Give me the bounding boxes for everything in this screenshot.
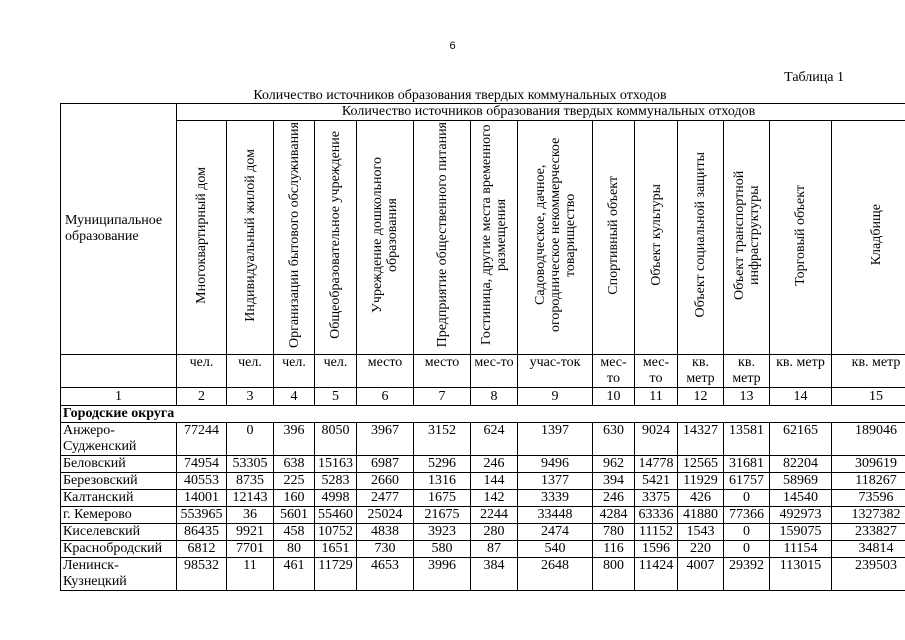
column-header-label: Индивидуальный жилой дом bbox=[242, 148, 258, 322]
municipality-name: Краснобродский bbox=[61, 541, 177, 558]
municipality-name: Калтанский bbox=[61, 490, 177, 507]
value-cell: 11929 bbox=[678, 473, 724, 490]
value-cell: 4653 bbox=[357, 558, 414, 591]
value-cell: 426 bbox=[678, 490, 724, 507]
column-header-label: Предприятие общественного питания bbox=[434, 122, 450, 348]
value-cell: 63336 bbox=[635, 507, 678, 524]
column-header bbox=[635, 121, 678, 355]
value-cell: 233827 bbox=[832, 524, 905, 541]
unit-cell: кв. метр bbox=[832, 355, 905, 388]
unit-cell: учас-ток bbox=[518, 355, 593, 388]
value-cell: 14778 bbox=[635, 456, 678, 473]
units-empty-cell bbox=[61, 355, 177, 388]
unit-cell: кв. метр bbox=[770, 355, 832, 388]
index-cell: 1 bbox=[61, 388, 177, 406]
value-cell: 98532 bbox=[177, 558, 227, 591]
value-cell: 77244 bbox=[177, 423, 227, 456]
value-cell: 1543 bbox=[678, 524, 724, 541]
column-header bbox=[678, 121, 724, 355]
value-cell: 11154 bbox=[770, 541, 832, 558]
value-cell: 394 bbox=[593, 473, 635, 490]
table-caption: Количество источников образования твердых коммунальных отходов bbox=[253, 88, 667, 103]
value-cell: 2648 bbox=[518, 558, 593, 591]
value-cell: 12565 bbox=[678, 456, 724, 473]
value-cell: 10752 bbox=[315, 524, 357, 541]
unit-cell: кв. метр bbox=[724, 355, 770, 388]
value-cell: 113015 bbox=[770, 558, 832, 591]
column-header bbox=[518, 121, 593, 355]
value-cell: 15163 bbox=[315, 456, 357, 473]
value-cell: 9921 bbox=[227, 524, 274, 541]
column-header-label: Объект культуры bbox=[648, 184, 664, 286]
index-cell: 13 bbox=[724, 388, 770, 406]
value-cell: 36 bbox=[227, 507, 274, 524]
unit-cell: чел. bbox=[227, 355, 274, 388]
value-cell: 25024 bbox=[357, 507, 414, 524]
value-cell: 40553 bbox=[177, 473, 227, 490]
value-cell: 41880 bbox=[678, 507, 724, 524]
column-header-label: Гостиница, другие места временного размещения bbox=[479, 124, 509, 346]
value-cell: 553965 bbox=[177, 507, 227, 524]
value-cell: 14001 bbox=[177, 490, 227, 507]
group-header-row bbox=[61, 104, 905, 121]
index-cell: 10 bbox=[593, 388, 635, 406]
value-cell: 6987 bbox=[357, 456, 414, 473]
value-cell: 1596 bbox=[635, 541, 678, 558]
column-header bbox=[177, 121, 227, 355]
value-cell: 8050 bbox=[315, 423, 357, 456]
value-cell: 62165 bbox=[770, 423, 832, 456]
value-cell: 77366 bbox=[724, 507, 770, 524]
municipality-name: Березовский bbox=[61, 473, 177, 490]
value-cell: 220 bbox=[678, 541, 724, 558]
unit-cell: мес-то bbox=[635, 355, 678, 388]
municipality-name: г. Кемерово bbox=[61, 507, 177, 524]
value-cell: 33448 bbox=[518, 507, 593, 524]
column-header bbox=[315, 121, 357, 355]
value-cell: 9024 bbox=[635, 423, 678, 456]
value-cell: 5421 bbox=[635, 473, 678, 490]
table-row bbox=[61, 507, 905, 524]
value-cell: 55460 bbox=[315, 507, 357, 524]
value-cell: 384 bbox=[471, 558, 518, 591]
index-cell: 14 bbox=[770, 388, 832, 406]
value-cell: 280 bbox=[471, 524, 518, 541]
value-cell: 87 bbox=[471, 541, 518, 558]
column-headers-row bbox=[61, 121, 905, 355]
value-cell: 580 bbox=[414, 541, 471, 558]
value-cell: 118267 bbox=[832, 473, 905, 490]
value-cell: 144 bbox=[471, 473, 518, 490]
table-row bbox=[61, 541, 905, 558]
value-cell: 638 bbox=[274, 456, 315, 473]
value-cell: 2477 bbox=[357, 490, 414, 507]
column-header bbox=[770, 121, 832, 355]
value-cell: 5296 bbox=[414, 456, 471, 473]
value-cell: 5601 bbox=[274, 507, 315, 524]
value-cell: 11424 bbox=[635, 558, 678, 591]
value-cell: 624 bbox=[471, 423, 518, 456]
value-cell: 730 bbox=[357, 541, 414, 558]
value-cell: 4998 bbox=[315, 490, 357, 507]
value-cell: 13581 bbox=[724, 423, 770, 456]
value-cell: 3967 bbox=[357, 423, 414, 456]
value-cell: 4007 bbox=[678, 558, 724, 591]
value-cell: 0 bbox=[724, 524, 770, 541]
unit-cell: мес-то bbox=[471, 355, 518, 388]
value-cell: 458 bbox=[274, 524, 315, 541]
value-cell: 31681 bbox=[724, 456, 770, 473]
column-index-row bbox=[61, 388, 905, 406]
unit-cell: место bbox=[357, 355, 414, 388]
table-row bbox=[61, 473, 905, 490]
value-cell: 61757 bbox=[724, 473, 770, 490]
value-cell: 14327 bbox=[678, 423, 724, 456]
value-cell: 2474 bbox=[518, 524, 593, 541]
index-cell: 7 bbox=[414, 388, 471, 406]
column-header bbox=[357, 121, 414, 355]
value-cell: 82204 bbox=[770, 456, 832, 473]
value-cell: 461 bbox=[274, 558, 315, 591]
value-cell: 189046 bbox=[832, 423, 905, 456]
value-cell: 0 bbox=[724, 490, 770, 507]
value-cell: 492973 bbox=[770, 507, 832, 524]
unit-cell: чел. bbox=[315, 355, 357, 388]
value-cell: 116 bbox=[593, 541, 635, 558]
waste-sources-table bbox=[60, 103, 905, 591]
value-cell: 2244 bbox=[471, 507, 518, 524]
municipality-name: Киселевский bbox=[61, 524, 177, 541]
section-row bbox=[61, 406, 905, 423]
column-header bbox=[832, 121, 905, 355]
value-cell: 396 bbox=[274, 423, 315, 456]
index-cell: 5 bbox=[315, 388, 357, 406]
unit-cell: кв. метр bbox=[678, 355, 724, 388]
value-cell: 160 bbox=[274, 490, 315, 507]
value-cell: 1316 bbox=[414, 473, 471, 490]
value-cell: 7701 bbox=[227, 541, 274, 558]
value-cell: 780 bbox=[593, 524, 635, 541]
value-cell: 86435 bbox=[177, 524, 227, 541]
page-number: 6 bbox=[449, 40, 456, 52]
value-cell: 5283 bbox=[315, 473, 357, 490]
column-header bbox=[414, 121, 471, 355]
column-header-label: Кладбище bbox=[868, 204, 884, 266]
value-cell: 239503 bbox=[832, 558, 905, 591]
index-cell: 2 bbox=[177, 388, 227, 406]
value-cell: 12143 bbox=[227, 490, 274, 507]
value-cell: 9496 bbox=[518, 456, 593, 473]
value-cell: 1377 bbox=[518, 473, 593, 490]
table-row bbox=[61, 558, 905, 591]
index-cell: 6 bbox=[357, 388, 414, 406]
column-header-label: Объект социальной защиты bbox=[693, 152, 708, 318]
column-header-label: Объект транспортной инфраструктуры bbox=[731, 170, 762, 300]
index-cell: 8 bbox=[471, 388, 518, 406]
value-cell: 1675 bbox=[414, 490, 471, 507]
group-header: Количество источников образования твердых коммунальных отходов bbox=[177, 104, 905, 121]
index-cell: 12 bbox=[678, 388, 724, 406]
value-cell: 1397 bbox=[518, 423, 593, 456]
value-cell: 0 bbox=[227, 423, 274, 456]
table-row bbox=[61, 423, 905, 456]
column-header-label: Учреждение дошкольного образования bbox=[370, 157, 400, 313]
column-header-label: Спортивный объект bbox=[606, 175, 621, 295]
value-cell: 14540 bbox=[770, 490, 832, 507]
value-cell: 142 bbox=[471, 490, 518, 507]
value-cell: 11729 bbox=[315, 558, 357, 591]
table-row bbox=[61, 524, 905, 541]
value-cell: 34814 bbox=[832, 541, 905, 558]
index-cell: 4 bbox=[274, 388, 315, 406]
value-cell: 4284 bbox=[593, 507, 635, 524]
section-title: Городские округа bbox=[61, 406, 905, 423]
value-cell: 29392 bbox=[724, 558, 770, 591]
column-header bbox=[227, 121, 274, 355]
index-cell: 3 bbox=[227, 388, 274, 406]
value-cell: 159075 bbox=[770, 524, 832, 541]
column-header-label: Садоводческое, дачное, огородническое некоммерческое товарищество bbox=[532, 137, 578, 333]
unit-cell: чел. bbox=[177, 355, 227, 388]
index-cell: 9 bbox=[518, 388, 593, 406]
column-header-label: Общеобразовательное учреждение bbox=[328, 131, 343, 339]
column-header-label: Организации бытового обслуживания bbox=[286, 121, 302, 348]
value-cell: 11 bbox=[227, 558, 274, 591]
table-row bbox=[61, 490, 905, 507]
value-cell: 309619 bbox=[832, 456, 905, 473]
value-cell: 6812 bbox=[177, 541, 227, 558]
value-cell: 2660 bbox=[357, 473, 414, 490]
value-cell: 3152 bbox=[414, 423, 471, 456]
value-cell: 58969 bbox=[770, 473, 832, 490]
municipality-name: Анжеро-Судженский bbox=[61, 423, 177, 456]
municipality-name: Беловский bbox=[61, 456, 177, 473]
unit-cell: чел. bbox=[274, 355, 315, 388]
value-cell: 3996 bbox=[414, 558, 471, 591]
column-header bbox=[274, 121, 315, 355]
table-label: Таблица 1 bbox=[784, 70, 844, 85]
value-cell: 540 bbox=[518, 541, 593, 558]
unit-cell: мес-то bbox=[593, 355, 635, 388]
value-cell: 53305 bbox=[227, 456, 274, 473]
value-cell: 74954 bbox=[177, 456, 227, 473]
column-header bbox=[471, 121, 518, 355]
value-cell: 73596 bbox=[832, 490, 905, 507]
value-cell: 962 bbox=[593, 456, 635, 473]
column-header bbox=[724, 121, 770, 355]
column-header-label: Многоквартирный дом bbox=[194, 166, 209, 304]
value-cell: 1651 bbox=[315, 541, 357, 558]
unit-cell: место bbox=[414, 355, 471, 388]
value-cell: 225 bbox=[274, 473, 315, 490]
value-cell: 21675 bbox=[414, 507, 471, 524]
value-cell: 4838 bbox=[357, 524, 414, 541]
index-cell: 11 bbox=[635, 388, 678, 406]
value-cell: 11152 bbox=[635, 524, 678, 541]
value-cell: 3339 bbox=[518, 490, 593, 507]
value-cell: 0 bbox=[724, 541, 770, 558]
index-cell: 15 bbox=[832, 388, 905, 406]
value-cell: 246 bbox=[471, 456, 518, 473]
value-cell: 3923 bbox=[414, 524, 471, 541]
value-cell: 246 bbox=[593, 490, 635, 507]
units-row bbox=[61, 355, 905, 388]
municipality-name: Ленинск-Кузнецкий bbox=[61, 558, 177, 591]
value-cell: 1327382 bbox=[832, 507, 905, 524]
municipality-header: Муниципальное образование bbox=[61, 104, 177, 355]
column-header-label: Торговый объект bbox=[793, 184, 808, 286]
value-cell: 80 bbox=[274, 541, 315, 558]
value-cell: 630 bbox=[593, 423, 635, 456]
value-cell: 800 bbox=[593, 558, 635, 591]
value-cell: 8735 bbox=[227, 473, 274, 490]
column-header bbox=[593, 121, 635, 355]
table-row bbox=[61, 456, 905, 473]
value-cell: 3375 bbox=[635, 490, 678, 507]
